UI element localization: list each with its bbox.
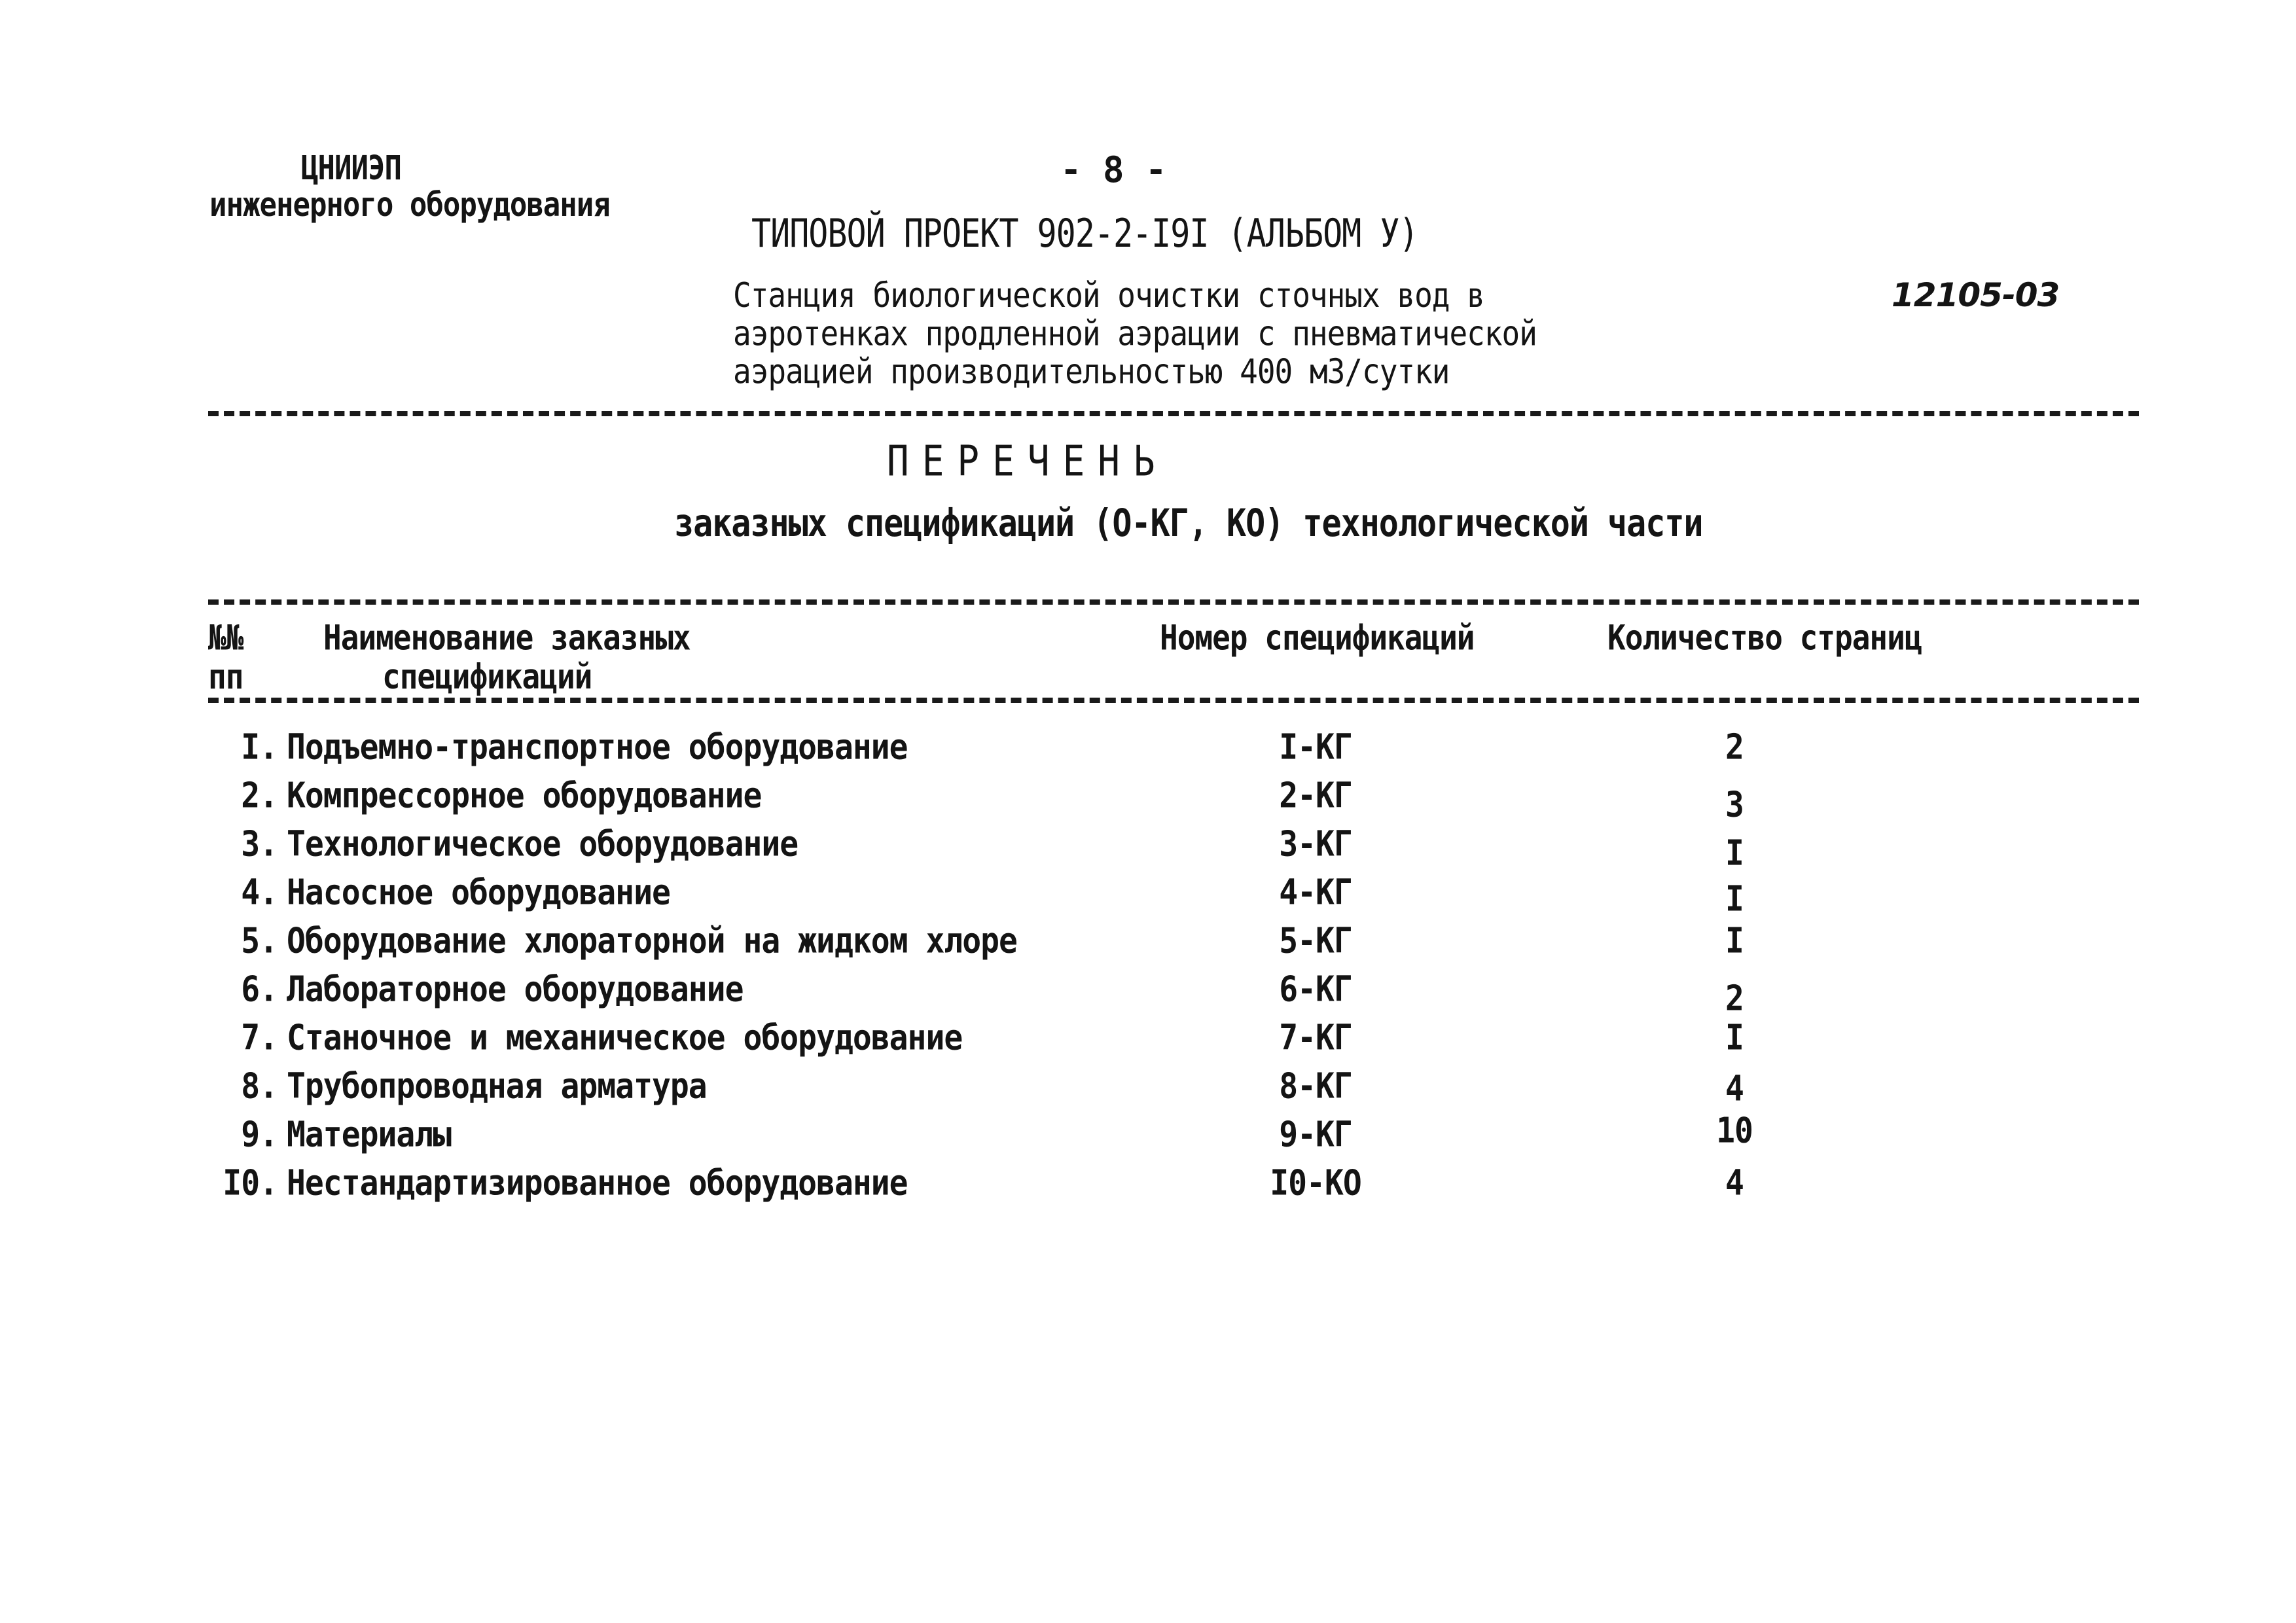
stamp-code: 12105-03 [1892,276,2060,314]
row-page-count: I [1725,920,1744,961]
row-page-count: 10 [1716,1110,1753,1151]
row-name: Технологическое оборудование [287,823,798,865]
row-page-count: 4 [1725,1068,1744,1109]
row-number: 7. [241,1017,278,1058]
row-number: 5. [241,920,278,961]
table-header-rule [208,698,2139,703]
project-title: ТИПОВОЙ ПРОЕКТ 902-2-I9I (АЛЬБОМ У) [751,211,1418,257]
row-spec-number: 3-КГ [1279,823,1352,865]
row-number: 6. [241,969,278,1010]
table-row [0,872,2296,920]
row-page-count: 3 [1725,784,1744,825]
organization-name: ЦНИИЭП [301,149,401,188]
row-page-count: I [1725,1017,1744,1058]
row-page-count: 2 [1725,978,1744,1019]
subject-line: Станция биологической очистки сточных вод в [733,275,1484,315]
row-name: Лабораторное оборудование [287,969,744,1010]
row-number: 2. [241,775,278,816]
row-page-count: I [1725,832,1744,874]
row-page-count: 4 [1725,1162,1744,1204]
column-header-pages: Количество страниц [1607,616,1922,658]
column-header-spec: Номер спецификаций [1160,616,1475,658]
table-row [0,775,2296,823]
row-spec-number: I-КГ [1279,726,1352,768]
row-name: Трубопроводная арматура [287,1065,707,1107]
header-separator [208,411,2139,416]
subject-line: аэрацией производительностью 400 м3/сутки [733,351,1450,391]
project-subject [733,276,1537,391]
row-spec-number: 8-КГ [1279,1065,1352,1107]
row-number: 8. [241,1065,278,1107]
table-row [0,1162,2296,1211]
row-spec-number: 5-КГ [1279,920,1352,961]
row-spec-number: 9-КГ [1279,1114,1352,1155]
column-header-number-line: пп [208,656,243,697]
row-number: 9. [241,1114,278,1155]
column-header-name [323,618,691,696]
table-top-rule [208,599,2139,605]
row-name: Станочное и механическое оборудование [287,1017,963,1058]
row-name: Материалы [287,1114,452,1155]
page-number: - 8 - [1060,149,1167,190]
row-name: Нестандартизированное оборудование [287,1162,908,1204]
table-row [0,1110,2296,1162]
row-spec-number: I0-КО [1270,1162,1361,1204]
row-number: I0. [223,1162,278,1204]
row-name: Оборудование хлораторной на жидком хлоре [287,920,1017,961]
row-name: Насосное оборудование [287,872,670,913]
row-spec-number: 4-КГ [1279,872,1352,913]
table-row [0,920,2296,969]
document-title: ПЕРЕЧЕНЬ [887,437,1168,486]
document-subtitle: заказных спецификаций (О-КГ, КО) технологической части [674,501,1703,545]
table-row [0,1017,2296,1065]
table-row [0,1065,2296,1114]
column-header-number-line: №№ [208,616,243,658]
row-page-count: 2 [1725,726,1744,768]
table-row [0,726,2296,775]
row-spec-number: 6-КГ [1279,969,1352,1010]
organization-department: инженерного оборудования [209,186,610,224]
subject-line: аэротенках продленной аэрации с пневматической [733,313,1537,353]
row-name: Подъемно-транспортное оборудование [287,726,908,768]
row-number: 4. [241,872,278,913]
column-header-name-line: спецификаций [382,656,592,697]
row-name: Компрессорное оборудование [287,775,762,816]
row-number: I. [241,726,278,768]
row-number: 3. [241,823,278,865]
column-header-name-line: Наименование заказных [323,616,691,658]
table-row [0,969,2296,1017]
row-spec-number: 7-КГ [1279,1017,1352,1058]
row-page-count: I [1725,878,1744,919]
table-row [0,823,2296,872]
row-spec-number: 2-КГ [1279,775,1352,816]
column-header-number [208,618,243,696]
